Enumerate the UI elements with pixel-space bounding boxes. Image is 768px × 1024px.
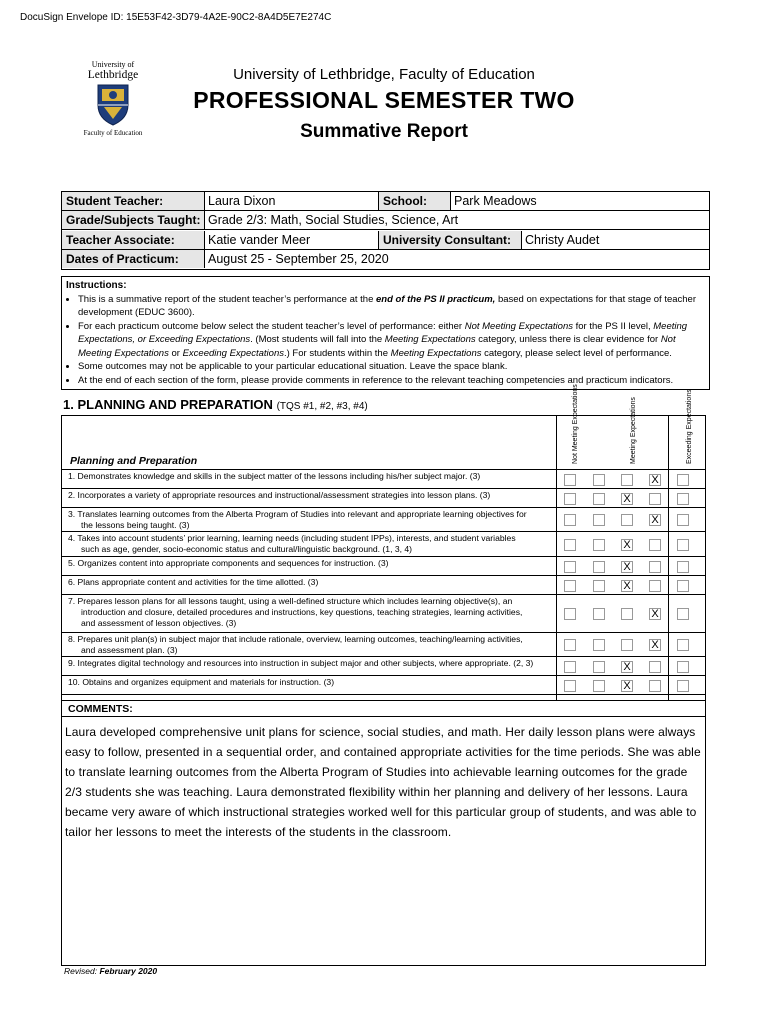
- grade-label: Grade/Subjects Taught:: [62, 211, 205, 229]
- rating-checkbox[interactable]: [593, 661, 605, 673]
- rating-checkbox[interactable]: X: [649, 639, 661, 651]
- rating-checkbox[interactable]: [593, 474, 605, 486]
- rating-checkbox[interactable]: [649, 580, 661, 592]
- row-text-line: 3. Translates learning outcomes from the Alberta Program of Studies into relevant and appropriate learning objectives for: [68, 509, 527, 519]
- table-row: [62, 676, 705, 695]
- table-title: Planning and Preparation: [70, 455, 198, 467]
- rating-checkbox[interactable]: [593, 561, 605, 573]
- table-row: [62, 576, 705, 595]
- revised-note: [64, 966, 157, 976]
- rating-checkbox[interactable]: [677, 661, 689, 673]
- rating-checkbox[interactable]: [593, 639, 605, 651]
- section-tqs: (TQS #1, #2, #3, #4): [276, 401, 368, 412]
- crest-icon: [96, 83, 130, 127]
- envelope-id: DocuSign Envelope ID: 15E53F42-3D79-4A2E-90C2-8A4D5E7E274C: [20, 12, 332, 23]
- rating-checkbox[interactable]: [649, 561, 661, 573]
- rating-checkbox[interactable]: [564, 514, 576, 526]
- row-text-line: 9. Integrates digital technology and resources into instruction in subject major and other subjects, where appropriate. (2, 3): [68, 658, 534, 668]
- rating-checkbox[interactable]: [564, 539, 576, 551]
- student-teacher-value: Laura Dixon: [205, 192, 379, 210]
- row-text-line: 1. Demonstrates knowledge and skills in the subject matter of the lessons including his/her subject major. (3): [68, 471, 481, 481]
- ta-label: Teacher Associate:: [62, 231, 205, 249]
- table-row: [62, 557, 705, 576]
- rating-checkbox[interactable]: [593, 580, 605, 592]
- table-row: [62, 595, 705, 633]
- ta-value: Katie vander Meer: [205, 231, 379, 249]
- rating-checkbox[interactable]: [677, 539, 689, 551]
- revised-date: February 2020: [99, 966, 158, 976]
- info-table: [61, 191, 710, 270]
- rating-checkbox[interactable]: [677, 474, 689, 486]
- student-teacher-label: Student Teacher:: [62, 192, 205, 210]
- rating-checkbox[interactable]: X: [621, 580, 633, 592]
- rating-checkbox[interactable]: [564, 661, 576, 673]
- rating-checkbox[interactable]: [677, 493, 689, 505]
- rating-checkbox[interactable]: [649, 493, 661, 505]
- instructions-list: [66, 293, 705, 388]
- row-text-line: 5. Organizes content into appropriate components and sequences for instruction. (3): [68, 558, 389, 568]
- rating-checkbox[interactable]: [649, 680, 661, 692]
- row-text-line: and assessment of lesson objectives. (3): [81, 618, 237, 628]
- table-row: [62, 470, 705, 489]
- instruction-item: • At the end of each section of the form, please provide comments in reference to the relevant teaching competencies and practicum indicators.: [78, 374, 705, 388]
- revised-label: Revised:: [64, 966, 98, 976]
- row-text: [68, 558, 550, 569]
- rating-checkbox[interactable]: [593, 608, 605, 620]
- row-text: [68, 533, 550, 555]
- row-text-line: 6. Plans appropriate content and activities for the time allotted. (3): [68, 577, 319, 587]
- rating-checkbox[interactable]: [564, 608, 576, 620]
- school-label: School:: [379, 192, 451, 210]
- rating-checkbox[interactable]: [593, 680, 605, 692]
- rating-checkbox[interactable]: [649, 661, 661, 673]
- rating-checkbox[interactable]: [621, 474, 633, 486]
- section-title: [63, 397, 368, 412]
- university-logo: [80, 60, 146, 150]
- rating-checkbox[interactable]: [593, 539, 605, 551]
- row-text: [68, 677, 550, 688]
- logo-line-2: Lethbridge: [87, 69, 139, 81]
- rating-checkbox[interactable]: X: [621, 661, 633, 673]
- rating-checkbox[interactable]: [677, 580, 689, 592]
- row-text-line: 8. Prepares unit plan(s) in subject major that include rationale, overview, learning outcomes, teaching/learning activities,: [68, 634, 523, 644]
- col-exceeding-header: Exceeding Expectations: [686, 389, 693, 464]
- rating-checkbox[interactable]: [564, 580, 576, 592]
- rating-checkbox[interactable]: [677, 608, 689, 620]
- col-not-meeting-header: Not Meeting Expectations: [572, 384, 579, 464]
- row-text-line: such as age, gender, socio-economic status and cultural/linguistic background. (1, 3, 4): [81, 544, 413, 554]
- rating-checkbox[interactable]: [621, 639, 633, 651]
- rating-checkbox[interactable]: X: [649, 608, 661, 620]
- row-text: [68, 490, 550, 501]
- comments-header: COMMENTS:: [61, 700, 706, 717]
- rating-checkbox[interactable]: X: [621, 561, 633, 573]
- row-text-line: 2. Incorporates a variety of appropriate resources and instructional/assessment strategies into lesson plans. (3): [68, 490, 491, 500]
- rating-checkbox[interactable]: [621, 514, 633, 526]
- comments-text: Laura developed comprehensive unit plans for science, social studies, and math. Her daily lesson plans were always easy to follow, presented in a sequential order, and contained appropriate activities for the time periods. She was able to translate learning outcomes from the Alberta Program of Studies into achievable learning outcomes for the grade 2/3 students she was teaching. Laura demonstrated flexibility within her planning and delivery of her lessons. Laura became very aware of which instructional strategies worked well for this particular group of students, and was able to tailor her lessons to meet the interests of the students in the classroom.: [65, 725, 701, 839]
- rating-checkbox[interactable]: [564, 680, 576, 692]
- row-text: [68, 658, 550, 669]
- instructions-box: [61, 276, 710, 390]
- rating-checkbox[interactable]: X: [621, 680, 633, 692]
- logo-line-3: Faculty of Education: [83, 129, 143, 137]
- instruction-item: • For each practicum outcome below select the student teacher’s level of performance: either Not Meeting Expectations for the PS II level, Meeting Expectations, or Exceeding Expectations. (Most students will fall into the Meeting Expectations category, unless there is clear evidence for Not Meeting Expectations or Exceeding Expectations.) For students within the Meeting Expectations category, please select level of performance.: [78, 320, 705, 361]
- grade-value: Grade 2/3: Math, Social Studies, Science, Art: [208, 213, 459, 227]
- rating-checkbox[interactable]: [621, 608, 633, 620]
- rating-checkbox[interactable]: [677, 514, 689, 526]
- table-row: [62, 657, 705, 676]
- semester-title: PROFESSIONAL SEMESTER TWO: [193, 87, 575, 113]
- row-text: [68, 596, 550, 629]
- uc-value: Christy Audet: [525, 233, 600, 247]
- comments-box[interactable]: [61, 716, 706, 966]
- uc-label: University Consultant:: [379, 231, 522, 249]
- university-heading: University of Lethbridge, Faculty of Education: [233, 66, 535, 83]
- info-row-grade: [62, 211, 709, 230]
- rating-checkbox[interactable]: X: [649, 474, 661, 486]
- instruction-item: • Some outcomes may not be applicable to your particular educational situation. Leave the space blank.: [78, 360, 705, 374]
- dates-label: Dates of Practicum:: [62, 250, 205, 268]
- report-title: Summative Report: [300, 121, 468, 142]
- info-row-dates: [62, 250, 709, 269]
- table-row: [62, 508, 705, 532]
- row-text: [68, 577, 550, 588]
- col-meeting-header: Meeting Expectations: [630, 397, 637, 464]
- instruction-item: • This is a summative report of the student teacher’s performance at the end of the PS II practicum, based on expectations for that stage of teacher development (EDUC 3600).: [78, 293, 705, 320]
- row-text-line: introduction and closure, detailed procedures and instructions, key questions, teaching strategies, learning activities,: [81, 607, 523, 617]
- row-text-line: the lessons being taught. (3): [81, 520, 190, 530]
- table-row: [62, 489, 705, 508]
- rating-checkbox[interactable]: [677, 561, 689, 573]
- row-text-line: 4. Takes into account students’ prior learning, learning needs (including student IPPs), interests, and student variables: [68, 533, 516, 543]
- logo-line-1: University of: [91, 60, 135, 69]
- section-title-text: 1. PLANNING AND PREPARATION: [63, 397, 273, 412]
- row-text-line: 10. Obtains and organizes equipment and materials for instruction. (3): [68, 677, 335, 687]
- row-text-line: 7. Prepares lesson plans for all lessons taught, using a well-defined structure which includes learning objective(s), an: [68, 596, 513, 606]
- rating-checkbox[interactable]: X: [621, 493, 633, 505]
- rating-checkbox[interactable]: [649, 539, 661, 551]
- dates-value: August 25 - September 25, 2020: [208, 252, 389, 266]
- table-row: [62, 532, 705, 557]
- info-row-student: [62, 192, 709, 211]
- row-text: [68, 509, 550, 531]
- row-text: [68, 471, 550, 482]
- rating-checkbox[interactable]: X: [621, 539, 633, 551]
- school-value: Park Meadows: [454, 194, 537, 208]
- info-row-ta: [62, 231, 709, 250]
- row-text: [68, 634, 550, 656]
- rating-checkbox[interactable]: [677, 680, 689, 692]
- instructions-title: Instructions:: [66, 280, 127, 291]
- rating-checkbox[interactable]: [593, 493, 605, 505]
- rating-checkbox[interactable]: [564, 561, 576, 573]
- rating-checkbox[interactable]: [677, 639, 689, 651]
- row-text-line: and assessment plan. (3): [81, 645, 178, 655]
- rating-checkbox[interactable]: [564, 493, 576, 505]
- rating-checkbox[interactable]: [564, 474, 576, 486]
- table-row: [62, 633, 705, 657]
- rating-checkbox[interactable]: X: [649, 514, 661, 526]
- rating-checkbox[interactable]: [593, 514, 605, 526]
- rating-checkbox[interactable]: [564, 639, 576, 651]
